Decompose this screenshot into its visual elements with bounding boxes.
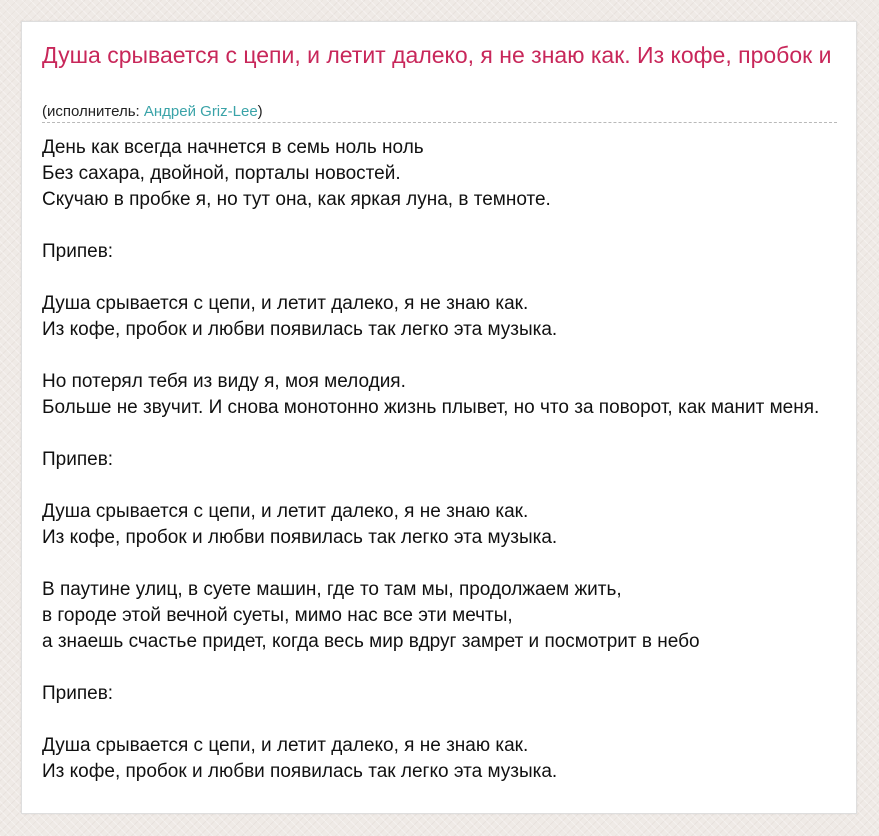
blank-line — [42, 551, 879, 577]
blank-line — [42, 473, 879, 499]
blank-line — [42, 343, 879, 369]
artist-prefix: (исполнитель: — [42, 103, 144, 120]
lyric-line: Душа срывается с цепи, и летит далеко, я не знаю как. — [42, 293, 529, 314]
lyric-line: Из кофе, пробок и любви появилась так легко эта музыка. — [42, 527, 558, 548]
blank-line — [42, 421, 879, 447]
lyric-line: Без сахара, двойной, порталы новостей. — [42, 163, 401, 184]
chorus-label: Припев: — [42, 241, 114, 262]
artist-suffix: ) — [257, 103, 263, 120]
lyric-line: Больше не звучит. И снова монотонно жизнь плывет, но что за поворот, как манит меня. — [42, 397, 820, 418]
lyric-line: Душа срывается с цепи, и летит далеко, я не знаю как. — [42, 735, 529, 756]
chorus-label: Припев: — [42, 683, 114, 704]
blank-line — [42, 655, 879, 681]
lyric-line: Но потерял тебя из виду я, моя мелодия. — [42, 371, 406, 392]
lyrics-card — [21, 21, 857, 814]
lyric-line: Скучаю в пробке я, но тут она, как яркая луна, в темноте. — [42, 189, 551, 210]
lyrics-body — [42, 135, 879, 785]
lyric-line: Из кофе, пробок и любви появилась так легко эта музыка. — [42, 761, 558, 782]
title-divider — [42, 122, 837, 123]
lyric-line: в городе этой вечной суеты, мимо нас все эти мечты, — [42, 605, 513, 626]
blank-line — [42, 265, 879, 291]
artist-link[interactable]: Андрей Griz-Lee — [143, 103, 258, 120]
lyric-line: В паутине улиц, в суете машин, где то там мы, продолжаем жить, — [42, 579, 622, 600]
song-title: Душа срывается с цепи, и летит далеко, я не знаю как. Из кофе, пробок и — [42, 42, 832, 68]
lyric-line: Из кофе, пробок и любви появилась так легко эта музыка. — [42, 319, 558, 340]
artist-line — [42, 103, 263, 121]
chorus-label: Припев: — [42, 449, 114, 470]
blank-line — [42, 707, 879, 733]
blank-line — [42, 213, 879, 239]
lyric-line: День как всегда начнется в семь ноль ноль — [42, 137, 424, 158]
lyric-line: а знаешь счастье придет, когда весь мир вдруг замрет и посмотрит в небо — [42, 631, 700, 652]
lyric-line: Душа срывается с цепи, и летит далеко, я не знаю как. — [42, 501, 529, 522]
